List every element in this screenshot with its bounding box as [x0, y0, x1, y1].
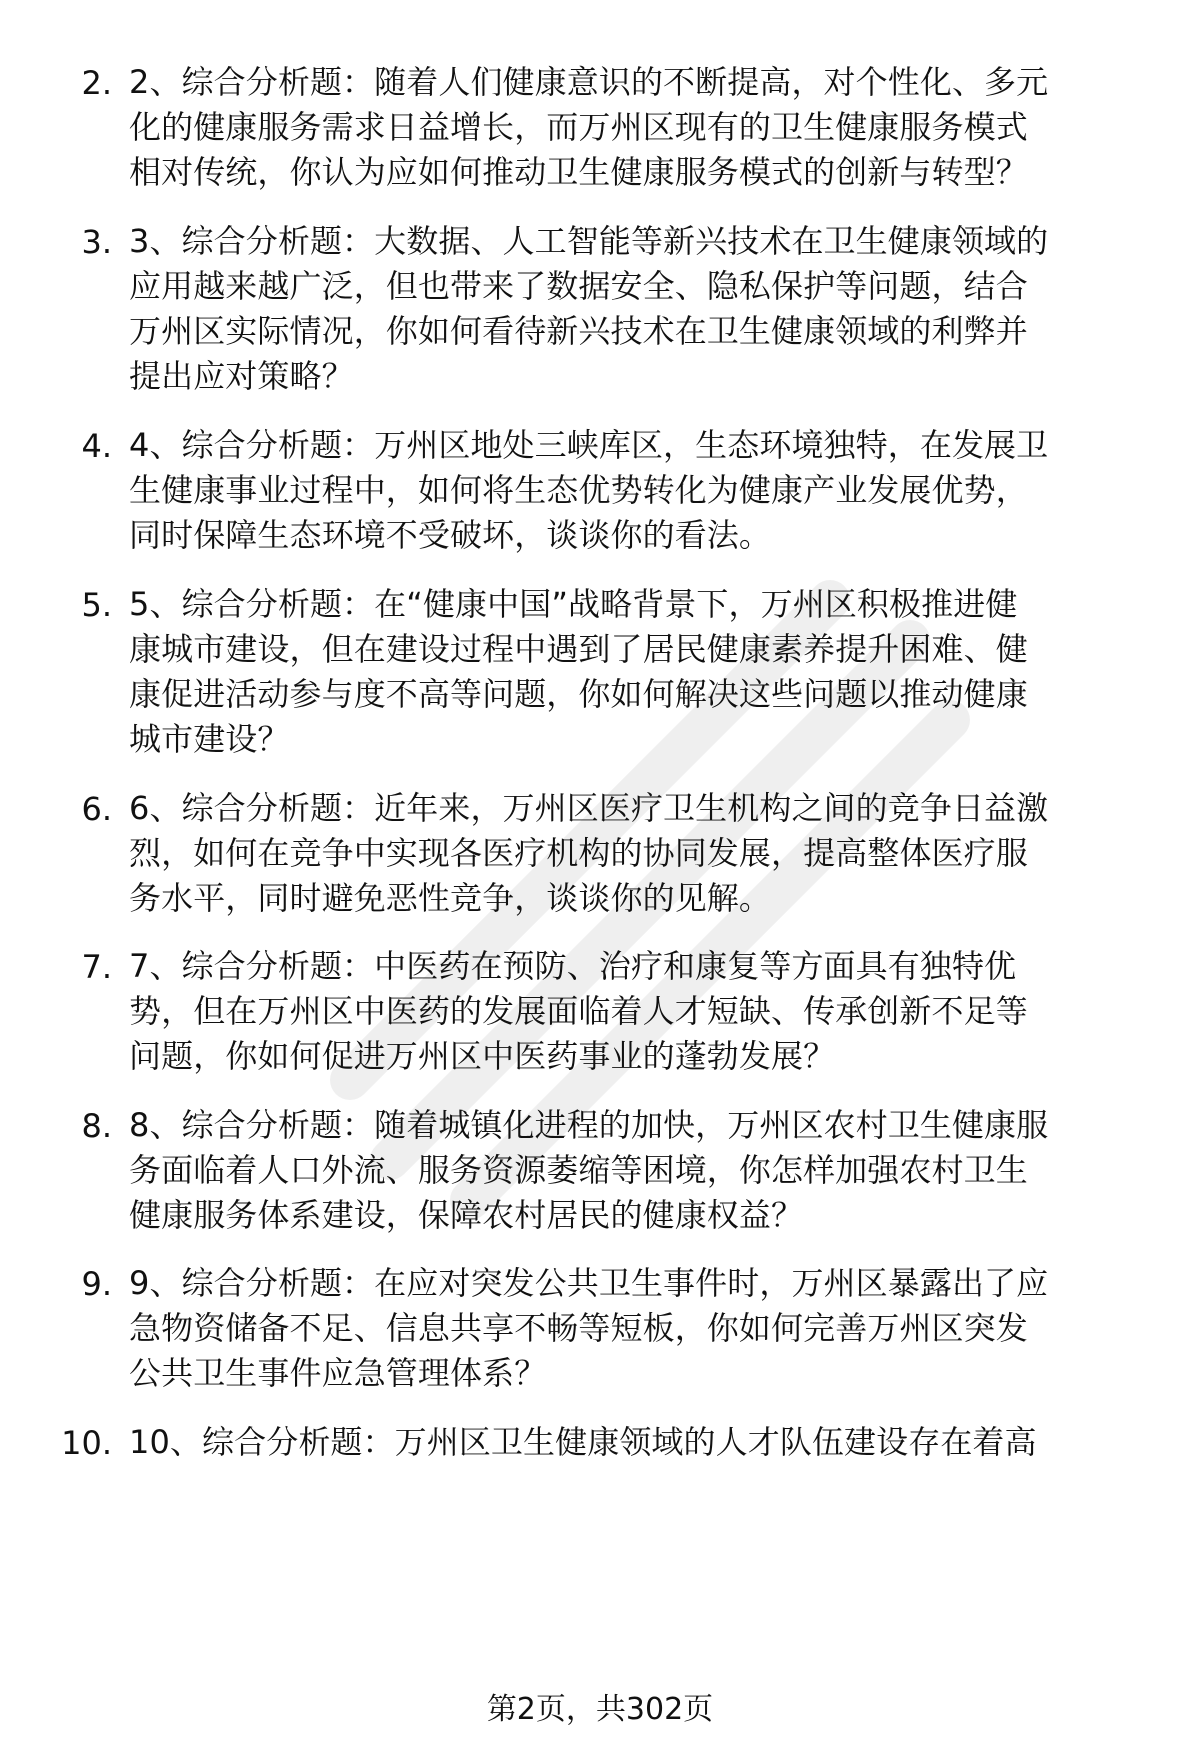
question-number: 9.	[81, 1265, 112, 1303]
question-text	[129, 582, 1161, 762]
question-line: 万州区实际情况，你如何看待新兴技术在卫生健康领域的利弊并	[129, 312, 1028, 350]
question-line: 问题，你如何促进万州区中医药事业的蓬勃发展？	[129, 1037, 836, 1075]
question-line: 烈，如何在竞争中实现各医疗机构的协同发展，提高整体医疗服	[129, 834, 1028, 872]
question-text	[129, 1103, 1161, 1238]
question-number: 2.	[81, 64, 112, 102]
question-text	[129, 786, 1161, 921]
question-line: 务水平，同时避免恶性竞争，谈谈你的见解。	[129, 879, 772, 917]
question-line: 2、综合分析题：随着人们健康意识的不断提高，对个性化、多元	[129, 63, 1049, 101]
question-line: 公共卫生事件应急管理体系？	[129, 1354, 547, 1392]
question-number: 10.	[61, 1424, 112, 1462]
question-line: 生健康事业过程中，如何将生态优势转化为健康产业发展优势，	[129, 471, 1028, 509]
question-number: 8.	[81, 1107, 112, 1145]
question-line: 势，但在万州区中医药的发展面临着人才短缺、传承创新不足等	[129, 992, 1028, 1030]
question-line: 急物资储备不足、信息共享不畅等短板，你如何完善万州区突发	[129, 1309, 1028, 1347]
question-text	[129, 423, 1161, 558]
question-line: 5、综合分析题：在“健康中国”战略背景下，万州区积极推进健	[129, 585, 1018, 623]
question-line: 4、综合分析题：万州区地处三峡库区，生态环境独特，在发展卫	[129, 426, 1049, 464]
page-number-label: 第2页，共302页	[486, 1692, 714, 1727]
question-line: 康城市建设，但在建设过程中遇到了居民健康素养提升困难、健	[129, 630, 1028, 668]
question-number: 5.	[81, 586, 112, 624]
question-line: 健康服务体系建设，保障农村居民的健康权益？	[129, 1196, 804, 1234]
question-line: 务面临着人口外流、服务资源萎缩等困境，你怎样加强农村卫生	[129, 1151, 1028, 1189]
question-line: 3、综合分析题：大数据、人工智能等新兴技术在卫生健康领域的	[129, 222, 1049, 260]
question-line: 8、综合分析题：随着城镇化进程的加快，万州区农村卫生健康服	[129, 1106, 1049, 1144]
question-text	[129, 219, 1161, 399]
question-line: 应用越来越广泛，但也带来了数据安全、隐私保护等问题，结合	[129, 267, 1028, 305]
question-line: 同时保障生态环境不受破坏，谈谈你的看法。	[129, 516, 772, 554]
question-number: 3.	[81, 223, 112, 261]
question-text	[129, 1261, 1161, 1396]
question-line: 城市建设？	[129, 720, 290, 758]
question-line: 相对传统，你认为应如何推动卫生健康服务模式的创新与转型？	[129, 153, 1028, 191]
question-number: 4.	[81, 427, 112, 465]
question-line: 9、综合分析题：在应对突发公共卫生事件时，万州区暴露出了应	[129, 1264, 1049, 1302]
question-line: 6、综合分析题：近年来，万州区医疗卫生机构之间的竞争日益激	[129, 789, 1049, 827]
question-text	[129, 60, 1161, 195]
question-line: 化的健康服务需求日益增长，而万州区现有的卫生健康服务模式	[129, 108, 1028, 146]
question-text	[129, 944, 1161, 1079]
question-line: 10、综合分析题：万州区卫生健康领域的人才队伍建设存在着高	[129, 1423, 1037, 1461]
question-text	[129, 1420, 1161, 1465]
question-line: 提出应对策略？	[129, 357, 354, 395]
question-line: 康促进活动参与度不高等问题，你如何解决这些问题以推动健康	[129, 675, 1028, 713]
page-footer	[0, 1690, 1200, 1730]
question-line: 7、综合分析题：中医药在预防、治疗和康复等方面具有独特优	[129, 947, 1017, 985]
question-number: 7.	[81, 948, 112, 986]
question-number: 6.	[81, 790, 112, 828]
